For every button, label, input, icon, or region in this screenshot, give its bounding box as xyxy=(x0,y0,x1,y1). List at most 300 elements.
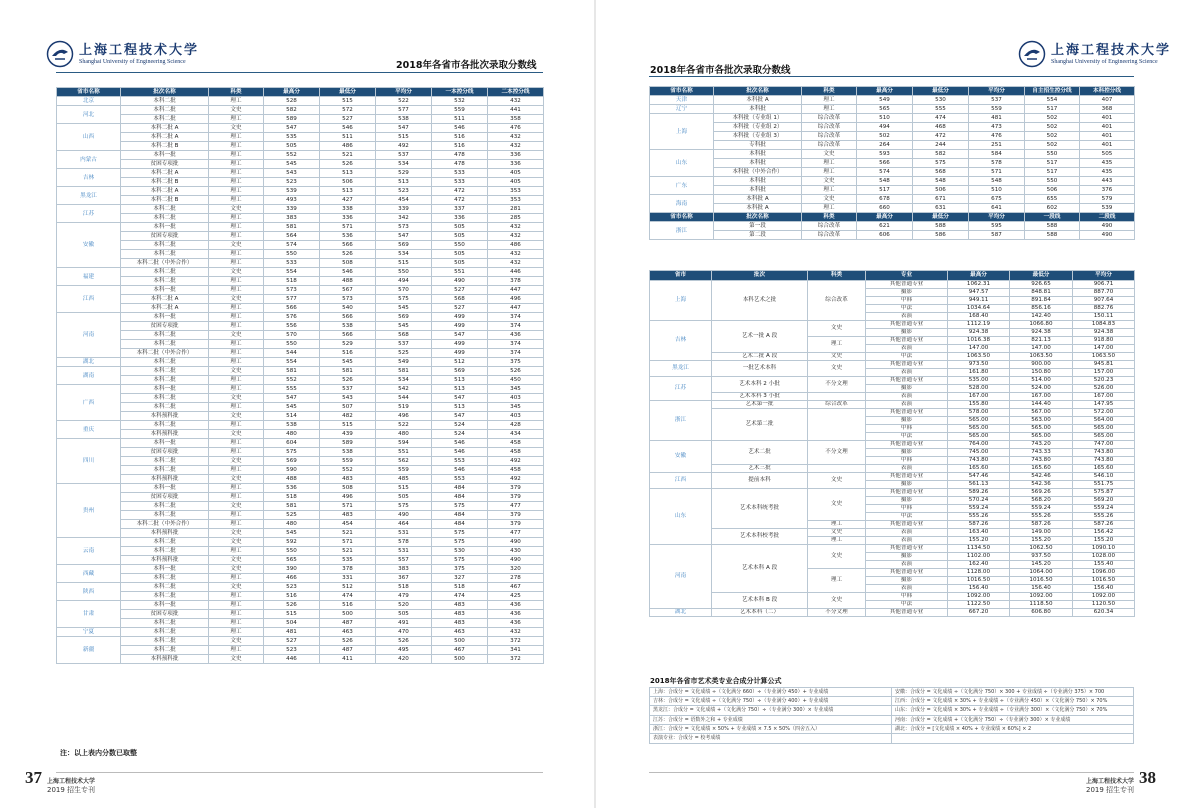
formula-cell: 安徽：合成分 = 文化成绩 ÷（文化满分 750）× 300 + 专业成绩 ÷（专业满分 375）× 700 xyxy=(891,688,1133,696)
table-cell: 542.36 xyxy=(1010,481,1073,489)
table-cell: 理工 xyxy=(209,385,264,394)
table-cell: 中法 xyxy=(866,305,948,313)
table-cell: 542.46 xyxy=(1010,473,1073,481)
table-row xyxy=(57,340,544,349)
table-cell: 338 xyxy=(320,205,376,214)
table-cell: 432 xyxy=(488,628,544,637)
table-cell: 523 xyxy=(264,583,320,592)
table-cell: 556 xyxy=(264,322,320,331)
table-cell: 508 xyxy=(320,484,376,493)
table-cell: 491 xyxy=(376,619,432,628)
right-page xyxy=(596,0,1191,808)
table-cell: 本科二批 xyxy=(121,205,209,214)
table-cell: 432 xyxy=(488,250,544,259)
table-cell: 383 xyxy=(376,565,432,574)
table-cell: 中法 xyxy=(866,513,948,521)
table-cell: 理工 xyxy=(209,178,264,187)
table-cell: 561.13 xyxy=(948,481,1010,489)
table-cell: 478 xyxy=(432,151,488,160)
table-cell: 743.20 xyxy=(1010,441,1073,449)
table-cell: 本科二批 xyxy=(121,394,209,403)
table-cell: 543 xyxy=(320,394,376,403)
table-cell: 贫困专项批 xyxy=(121,322,209,331)
table-cell: 436 xyxy=(488,601,544,610)
table-cell: 550 xyxy=(376,268,432,277)
table-cell: 435 xyxy=(1080,159,1135,168)
table-cell: 575 xyxy=(376,295,432,304)
table-cell: 本科二批（中外合作） xyxy=(121,349,209,358)
table-cell: 589.26 xyxy=(948,489,1010,497)
table-cell: 理工 xyxy=(209,619,264,628)
table-cell: 345 xyxy=(488,403,544,412)
table-cell: 527 xyxy=(432,304,488,313)
table-cell: 149.00 xyxy=(1010,529,1073,537)
column-header: 批次名称 xyxy=(714,87,802,96)
table-cell: 安徽 xyxy=(650,441,712,473)
university-logo xyxy=(46,40,199,68)
table-cell: 502 xyxy=(1025,132,1080,141)
table-row xyxy=(57,277,544,286)
table-cell: 本科批 xyxy=(714,159,802,168)
table-cell: 167.00 xyxy=(1010,393,1073,401)
table-cell: 550 xyxy=(264,547,320,556)
formula-cell: 江苏：合成分 = 语数外之和 + 专业成绩 xyxy=(653,716,743,723)
table-cell: 艺术本科 3 小批 xyxy=(712,393,808,401)
table-cell: 584 xyxy=(969,150,1025,159)
table-cell: 379 xyxy=(488,484,544,493)
table-cell: 532 xyxy=(432,97,488,106)
table-cell: 155.40 xyxy=(1073,561,1135,569)
table-cell: 430 xyxy=(488,547,544,556)
table-cell: 550 xyxy=(264,340,320,349)
table-cell: 165.60 xyxy=(1010,465,1073,473)
table-cell: 374 xyxy=(488,322,544,331)
table-cell: 艺术本科校考批 xyxy=(712,529,808,545)
province-cell: 江苏 xyxy=(57,205,121,223)
table-cell: 496 xyxy=(376,412,432,421)
formula-cell: 江西：合成分 = 文化成绩 × 30% + 专业成绩 ÷（专业满分 450）×（文化满分 750）× 70% xyxy=(891,697,1133,705)
table-cell: 519 xyxy=(376,403,432,412)
table-cell: 590 xyxy=(264,466,320,475)
table-cell: 本科二批 xyxy=(121,646,209,655)
table-cell: 147.00 xyxy=(1073,345,1135,353)
table-cell: 535 xyxy=(264,133,320,142)
page-footer xyxy=(25,768,95,795)
table-cell: 548 xyxy=(969,177,1025,186)
table-cell: 569.20 xyxy=(1073,497,1135,505)
table-cell: 552 xyxy=(320,466,376,475)
column-header: 批次名称 xyxy=(121,88,209,97)
table-cell: 434 xyxy=(488,430,544,439)
table-cell: 本科二批 xyxy=(121,403,209,412)
table-cell: 470 xyxy=(376,628,432,637)
table-cell: 513 xyxy=(376,178,432,187)
table-cell: 531 xyxy=(376,547,432,556)
table-row xyxy=(57,115,544,124)
table-cell: 432 xyxy=(488,142,544,151)
table-cell: 摄影 xyxy=(866,449,948,457)
table-cell: 535.00 xyxy=(948,377,1010,385)
table-cell: 1120.50 xyxy=(1073,601,1135,609)
left-page xyxy=(0,0,595,808)
column-header: 平均分 xyxy=(969,87,1025,96)
table-cell: 本科二批 xyxy=(121,538,209,547)
table-cell: 1064.00 xyxy=(1010,569,1073,577)
formula-row xyxy=(650,725,1133,734)
table-cell: 167.00 xyxy=(1073,393,1135,401)
column-header: 一段线 xyxy=(1025,213,1080,222)
table-cell: 339 xyxy=(264,205,320,214)
table-cell: 339 xyxy=(376,205,432,214)
table-cell: 513 xyxy=(432,385,488,394)
table-cell: 937.50 xyxy=(1010,553,1073,561)
table-cell: 555.26 xyxy=(1010,513,1073,521)
logo-english-name: Shanghai University of Engineering Science xyxy=(79,58,186,65)
table-cell: 本科批 A xyxy=(714,195,802,204)
table-row xyxy=(650,409,1135,417)
table-cell: 530 xyxy=(432,547,488,556)
province-cell: 广东 xyxy=(650,177,714,195)
table-cell: 379 xyxy=(488,511,544,520)
table-cell: 本科二批 A xyxy=(121,187,209,196)
table-cell: 贫困专项批 xyxy=(121,448,209,457)
table-cell: 487 xyxy=(320,646,376,655)
table-cell: 文史 xyxy=(209,241,264,250)
table-cell: 本科二批 B xyxy=(121,196,209,205)
table-cell: 其他普通专业 xyxy=(866,409,948,417)
table-row xyxy=(650,465,1135,473)
formula-cell xyxy=(891,734,1133,743)
table-cell: 其他普通专业 xyxy=(866,377,948,385)
table-cell: 521 xyxy=(320,547,376,556)
table-cell: 588 xyxy=(913,222,969,231)
table-cell: 285 xyxy=(488,214,544,223)
table-cell: 593 xyxy=(857,150,913,159)
table-cell: 499 xyxy=(432,349,488,358)
table-cell: 565.00 xyxy=(948,417,1010,425)
table-cell: 520 xyxy=(376,601,432,610)
table-cell: 589 xyxy=(264,115,320,124)
table-cell: 1062.50 xyxy=(1010,545,1073,553)
column-header: 最高分 xyxy=(264,88,320,97)
table-cell: 不分文理 xyxy=(808,377,866,393)
table-cell: 546.10 xyxy=(1073,473,1135,481)
table-cell: 理工 xyxy=(209,151,264,160)
table-row xyxy=(57,196,544,205)
table-cell: 568 xyxy=(432,295,488,304)
table-row xyxy=(57,358,544,367)
table-cell: 其他普通专业 xyxy=(866,441,948,449)
table-cell: 587 xyxy=(969,231,1025,240)
table-cell: 510 xyxy=(857,114,913,123)
table-cell: 505 xyxy=(432,259,488,268)
table-cell: 481 xyxy=(969,114,1025,123)
table-row xyxy=(57,430,544,439)
column-header: 专业 xyxy=(866,271,948,281)
table-cell: 本科二批 xyxy=(121,583,209,592)
table-cell: 432 xyxy=(488,259,544,268)
table-cell: 620.34 xyxy=(1073,609,1135,617)
table-cell: 理工 xyxy=(209,142,264,151)
table-cell: 145.20 xyxy=(1010,561,1073,569)
table-row xyxy=(57,574,544,583)
table-cell: 161.80 xyxy=(948,369,1010,377)
table-cell: 345 xyxy=(488,385,544,394)
table-cell: 368 xyxy=(1080,105,1135,114)
table-cell: 文史 xyxy=(209,412,264,421)
table-cell: 565.00 xyxy=(1073,425,1135,433)
province-cell: 贵州 xyxy=(57,484,121,538)
table-cell: 文史 xyxy=(209,565,264,574)
table-cell: 511 xyxy=(320,133,376,142)
table-cell: 536 xyxy=(320,232,376,241)
table-cell: 理工 xyxy=(209,574,264,583)
table-cell: 764.00 xyxy=(948,441,1010,449)
table-cell: 641 xyxy=(969,204,1025,213)
province-cell: 江西 xyxy=(57,286,121,313)
formula-section-title: 2018年各省市艺术类专业合成分计算公式 xyxy=(650,677,782,685)
table-cell: 本科二批 xyxy=(121,367,209,376)
page-title: 2018年各省市各批次录取分数线 xyxy=(396,60,537,71)
table-cell: 文史 xyxy=(209,295,264,304)
table-row xyxy=(57,223,544,232)
table-row xyxy=(57,628,544,637)
table-cell: 906.71 xyxy=(1073,281,1135,289)
column-header: 平均分 xyxy=(1073,271,1135,281)
table-cell: 本科二批 xyxy=(121,214,209,223)
table-cell: 569 xyxy=(432,367,488,376)
table-row xyxy=(57,556,544,565)
table-cell: 582 xyxy=(264,106,320,115)
table-cell: 本科二批 xyxy=(121,376,209,385)
table-cell: 文史 xyxy=(209,106,264,115)
province-cell: 陕西 xyxy=(57,583,121,601)
table-cell: 理工 xyxy=(209,97,264,106)
table-row xyxy=(650,222,1135,231)
table-cell: 586 xyxy=(913,231,969,240)
table-cell: 500 xyxy=(320,610,376,619)
table-cell: 557 xyxy=(376,556,432,565)
table-cell: 综合改革 xyxy=(808,281,866,321)
table-cell: 文史 xyxy=(802,177,857,186)
table-cell: 924.38 xyxy=(1073,329,1135,337)
table-cell: 420 xyxy=(376,655,432,664)
table-header-row xyxy=(57,88,544,97)
table-cell: 文史 xyxy=(808,545,866,569)
table-cell: 924.38 xyxy=(1010,329,1073,337)
table-cell: 374 xyxy=(488,349,544,358)
province-cell: 湖北 xyxy=(57,358,121,367)
table-cell: 499 xyxy=(432,340,488,349)
table-cell: 摄影 xyxy=(866,417,948,425)
table-cell: 550 xyxy=(264,250,320,259)
table-cell: 522 xyxy=(376,97,432,106)
table-row xyxy=(57,448,544,457)
table-cell: 432 xyxy=(488,133,544,142)
table-cell: 摄影 xyxy=(866,577,948,585)
table-cell: 678 xyxy=(857,195,913,204)
table-cell: 570 xyxy=(376,286,432,295)
table-row xyxy=(650,473,1135,481)
table-cell: 571 xyxy=(320,502,376,511)
table-cell: 理工 xyxy=(209,484,264,493)
table-cell: 理工 xyxy=(209,340,264,349)
table-cell: 上海 xyxy=(650,281,712,321)
table-cell: 本科一批 xyxy=(121,484,209,493)
table-cell: 546 xyxy=(432,466,488,475)
table-cell: 587.26 xyxy=(948,521,1010,529)
table-row xyxy=(57,376,544,385)
table-cell: 518 xyxy=(264,277,320,286)
table-cell: 艺术第二批 xyxy=(712,409,808,441)
table-cell: 367 xyxy=(376,574,432,583)
table-cell: 150.11 xyxy=(1073,313,1135,321)
table-cell: 675 xyxy=(969,195,1025,204)
table-cell: 569 xyxy=(264,457,320,466)
table-cell: 本科二批 xyxy=(121,340,209,349)
table-cell: 358 xyxy=(488,115,544,124)
column-header: 科类 xyxy=(209,88,264,97)
table-row xyxy=(57,466,544,475)
table-row xyxy=(57,592,544,601)
table-cell: 559 xyxy=(320,457,376,466)
table-cell: 573 xyxy=(264,286,320,295)
table-cell: 中韩 xyxy=(866,297,948,305)
table-cell: 艺术本科统考批 xyxy=(712,489,808,529)
table-cell: 499 xyxy=(432,313,488,322)
table-cell: 550 xyxy=(432,241,488,250)
table-cell: 其他普通专业 xyxy=(866,545,948,553)
table-cell: 理工 xyxy=(802,204,857,213)
table-cell: 432 xyxy=(488,97,544,106)
table-cell: 458 xyxy=(488,466,544,475)
table-cell: 435 xyxy=(1080,168,1135,177)
table-cell: 500 xyxy=(432,637,488,646)
table-cell: 477 xyxy=(488,529,544,538)
table-cell: 581 xyxy=(264,367,320,376)
table-cell: 474 xyxy=(913,114,969,123)
table-cell: 581 xyxy=(376,367,432,376)
province-cell: 云南 xyxy=(57,538,121,565)
province-cell: 西藏 xyxy=(57,565,121,583)
table-cell: 1134.50 xyxy=(948,545,1010,553)
table-row xyxy=(650,441,1135,449)
formula-cell: 上海：合成分 = 文化成绩 ÷（文化满分 660）÷（专业满分 450）+ 专业成绩 xyxy=(653,689,829,695)
table-row xyxy=(57,151,544,160)
table-cell: 1122.50 xyxy=(948,601,1010,609)
table-cell: 336 xyxy=(488,160,544,169)
table-cell: 534 xyxy=(376,376,432,385)
table-cell: 443 xyxy=(1080,177,1135,186)
table-row xyxy=(57,349,544,358)
table-cell: 568 xyxy=(913,168,969,177)
table-cell: 482 xyxy=(320,412,376,421)
table-cell: 528 xyxy=(264,97,320,106)
table-cell: 549 xyxy=(376,358,432,367)
table-row xyxy=(650,401,1135,409)
table-cell: 摄影 xyxy=(866,553,948,561)
formula-cell: 表演专业：合成分 = 校考成绩 xyxy=(653,734,721,741)
province-cell: 安徽 xyxy=(57,223,121,268)
table-cell: 理工 xyxy=(808,569,866,593)
table-cell: 516 xyxy=(264,592,320,601)
table-cell: 表演 xyxy=(866,369,948,377)
table-cell: 547 xyxy=(432,412,488,421)
page-footer xyxy=(1086,768,1156,795)
table-cell: 本科一批 xyxy=(121,601,209,610)
table-cell: 481 xyxy=(264,628,320,637)
table-cell: 本科二批 B xyxy=(121,142,209,151)
table-cell: 513 xyxy=(432,376,488,385)
table-cell: 559 xyxy=(432,106,488,115)
table-cell: 476 xyxy=(488,124,544,133)
table-cell: 548 xyxy=(913,177,969,186)
table-cell: 516 xyxy=(320,349,376,358)
table-cell: 502 xyxy=(1025,114,1080,123)
table-cell: 表演 xyxy=(866,537,948,545)
table-cell: 565 xyxy=(857,105,913,114)
table-cell: 554 xyxy=(264,268,320,277)
table-cell: 不分文理 xyxy=(808,609,866,617)
table-cell: 492 xyxy=(376,142,432,151)
table-cell: 526 xyxy=(320,250,376,259)
table-cell: 156.42 xyxy=(1073,529,1135,537)
table-cell: 483 xyxy=(432,619,488,628)
table-cell: 理工 xyxy=(209,313,264,322)
page-title: 2018年各省市各批次录取分数线 xyxy=(650,65,791,76)
table-row xyxy=(57,412,544,421)
footer-publication: 2019 招生专刊 xyxy=(1086,786,1135,794)
table-cell: 文史 xyxy=(808,489,866,521)
table-cell: 432 xyxy=(488,223,544,232)
formula-row xyxy=(650,734,1133,743)
table-row xyxy=(57,565,544,574)
table-cell: 文史 xyxy=(209,538,264,547)
table-cell: 本科一批 xyxy=(121,286,209,295)
table-cell: 436 xyxy=(488,610,544,619)
table-row xyxy=(650,204,1135,213)
table-cell: 495 xyxy=(376,646,432,655)
table-cell: 551 xyxy=(432,268,488,277)
table-cell: 艺术本科 A 段 xyxy=(712,545,808,593)
table-cell: 490 xyxy=(1080,231,1135,240)
table-cell: 671 xyxy=(913,195,969,204)
table-cell: 523 xyxy=(264,178,320,187)
table-cell: 545 xyxy=(376,304,432,313)
page-number: 38 xyxy=(1139,768,1157,787)
table-cell: 1092.00 xyxy=(1010,593,1073,601)
table-cell: 483 xyxy=(320,511,376,520)
table-cell: 572.00 xyxy=(1073,409,1135,417)
table-cell: 527 xyxy=(320,115,376,124)
table-cell: 1092.00 xyxy=(1073,593,1135,601)
formula-row xyxy=(650,697,1133,706)
table-cell: 本科二批 A xyxy=(121,124,209,133)
formula-row xyxy=(650,688,1133,697)
table-row xyxy=(57,241,544,250)
table-cell: 502 xyxy=(1025,123,1080,132)
table-cell: 436 xyxy=(488,619,544,628)
table-row xyxy=(57,538,544,547)
footer-rule xyxy=(56,772,543,773)
table-cell: 882.76 xyxy=(1073,305,1135,313)
table-cell: 本科一批 xyxy=(121,439,209,448)
table-cell: 327 xyxy=(432,574,488,583)
table-cell: 505 xyxy=(376,610,432,619)
table-cell: 589 xyxy=(320,439,376,448)
table-cell: 534 xyxy=(376,160,432,169)
table-cell: 546 xyxy=(432,124,488,133)
